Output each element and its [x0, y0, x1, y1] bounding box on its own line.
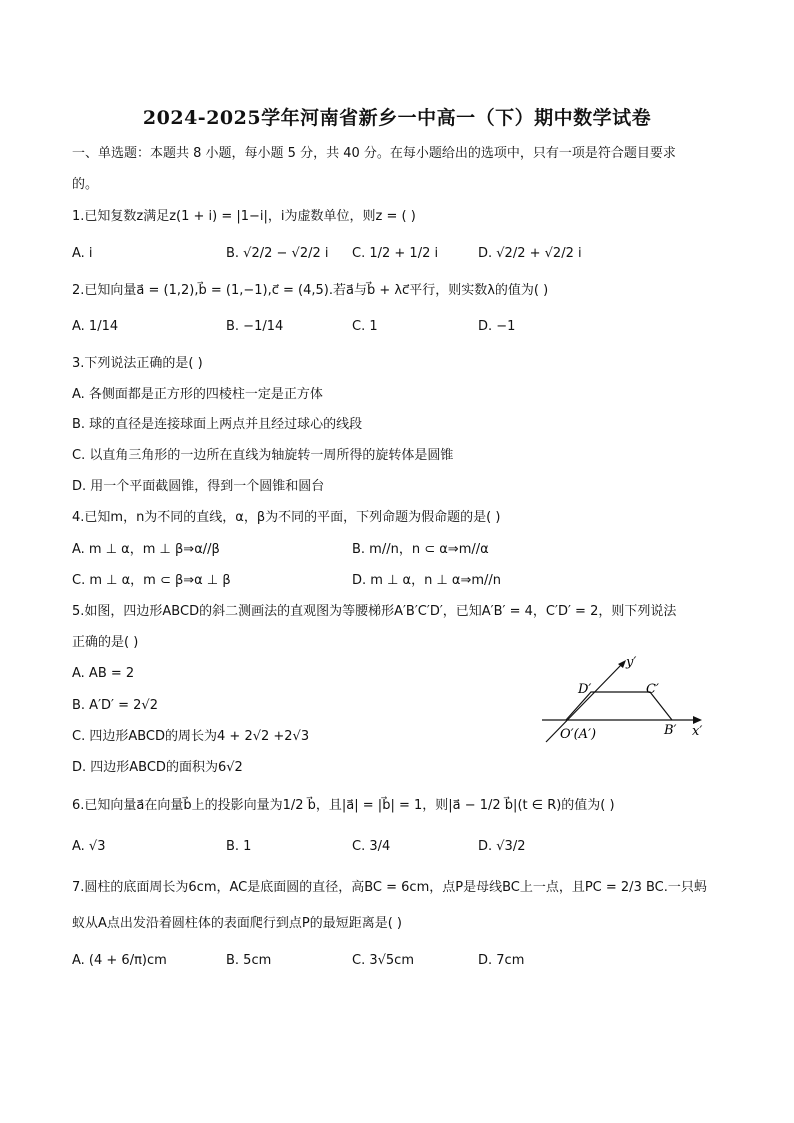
question-1-option-a: A. i — [72, 246, 93, 261]
question-6-option-d: D. √3/2 — [478, 839, 526, 854]
question-2-option-c: C. 1 — [352, 319, 378, 334]
question-7-option-a: A. (4 + 6/π)cm — [72, 953, 167, 968]
label-d: D′ — [578, 682, 592, 697]
question-7-option-b: B. 5cm — [226, 953, 272, 968]
section-heading-cont: 的。 — [72, 177, 99, 192]
question-1-option-d: D. √2/2 + √2/2 i — [478, 246, 582, 261]
question-5-stem-cont: 正确的是( ) — [72, 635, 139, 650]
label-c: C′ — [646, 682, 659, 697]
question-6-option-c: C. 3/4 — [352, 839, 391, 854]
question-4-stem: 4.已知m，n为不同的直线，α，β为不同的平面，下列命题为假命题的是( ) — [72, 510, 501, 525]
question-7-stem: 7.圆柱的底面周长为6cm，AC是底面圆的直径，高BC = 6cm，点P是母线BC上一点，且PC = 2/3 BC.一只蚂 — [72, 880, 707, 895]
label-o: O′(A′) — [560, 727, 597, 742]
question-3-option-a: A. 各侧面都是正方形的四棱柱一定是正方体 — [72, 387, 323, 402]
question-2-option-b: B. −1/14 — [226, 319, 284, 334]
page-title: 2024-2025学年河南省新乡一中高一（下）期中数学试卷 — [142, 107, 652, 129]
trapezoid-figure — [536, 648, 720, 748]
question-3-option-d: D. 用一个平面截圆锥，得到一个圆锥和圆台 — [72, 479, 325, 494]
question-3-option-c: C. 以直角三角形的一边所在直线为轴旋转一周所得的旋转体是圆锥 — [72, 448, 454, 463]
x-axis-arrow — [693, 716, 702, 724]
question-4-option-a: A. m ⊥ α，m ⊥ β⇒α//β — [72, 542, 220, 557]
question-5-option-d: D. 四边形ABCD的面积为6√2 — [72, 760, 243, 775]
question-2-option-d: D. −1 — [478, 319, 516, 334]
question-2-stem: 2.已知向量a⃗ = (1,2),b⃗ = (1,−1),c⃗ = (4,5).若a⃗与b⃗ + λc⃗平行，则实数λ的值为( ) — [72, 283, 549, 298]
question-5-option-c: C. 四边形ABCD的周长为4 + 2√2 +2√3 — [72, 729, 310, 744]
question-3-stem: 3.下列说法正确的是( ) — [72, 356, 203, 371]
question-7-stem-cont: 蚁从A点出发沿着圆柱体的表面爬行到点P的最短距离是( ) — [72, 916, 403, 931]
question-4-option-d: D. m ⊥ α，n ⊥ α⇒m//n — [352, 573, 502, 588]
question-5-option-b: B. A′D′ = 2√2 — [72, 698, 158, 713]
question-6-option-b: B. 1 — [226, 839, 252, 854]
label-x: x′ — [692, 724, 703, 739]
question-7-option-c: C. 3√5cm — [352, 953, 414, 968]
label-y: y′ — [626, 655, 637, 670]
question-6-stem: 6.已知向量a⃗在向量b⃗上的投影向量为1/2 b⃗，且|a⃗| = |b⃗| = 1，则|a⃗ − 1/2 b⃗|(t ∈ R)的值为( ) — [72, 798, 615, 813]
question-2-option-a: A. 1/14 — [72, 319, 119, 334]
question-5-option-a: A. AB = 2 — [72, 666, 135, 681]
question-7-option-d: D. 7cm — [478, 953, 525, 968]
question-5-stem: 5.如图，四边形ABCD的斜二测画法的直观图为等腰梯形A′B′C′D′，已知A′B′ = 4，C′D′ = 2，则下列说法 — [72, 604, 677, 619]
label-b: B′ — [664, 723, 677, 738]
question-3-option-b: B. 球的直径是连接球面上两点并且经过球心的线段 — [72, 417, 363, 432]
question-4-option-b: B. m//n，n ⊂ α⇒m//α — [352, 542, 489, 557]
question-1-stem: 1.已知复数z满足z(1 + i) = |1−i|，i为虚数单位，则z = ( ) — [72, 209, 416, 224]
section-heading: 一、单选题：本题共 8 小题，每小题 5 分，共 40 分。在每小题给出的选项中，只有一项是符合题目要求 — [72, 146, 676, 161]
question-1-option-b: B. √2/2 − √2/2 i — [226, 246, 329, 261]
question-1-option-c: C. 1/2 + 1/2 i — [352, 246, 439, 261]
question-4-option-c: C. m ⊥ α，m ⊂ β⇒α ⊥ β — [72, 573, 231, 588]
question-6-option-a: A. √3 — [72, 839, 106, 854]
